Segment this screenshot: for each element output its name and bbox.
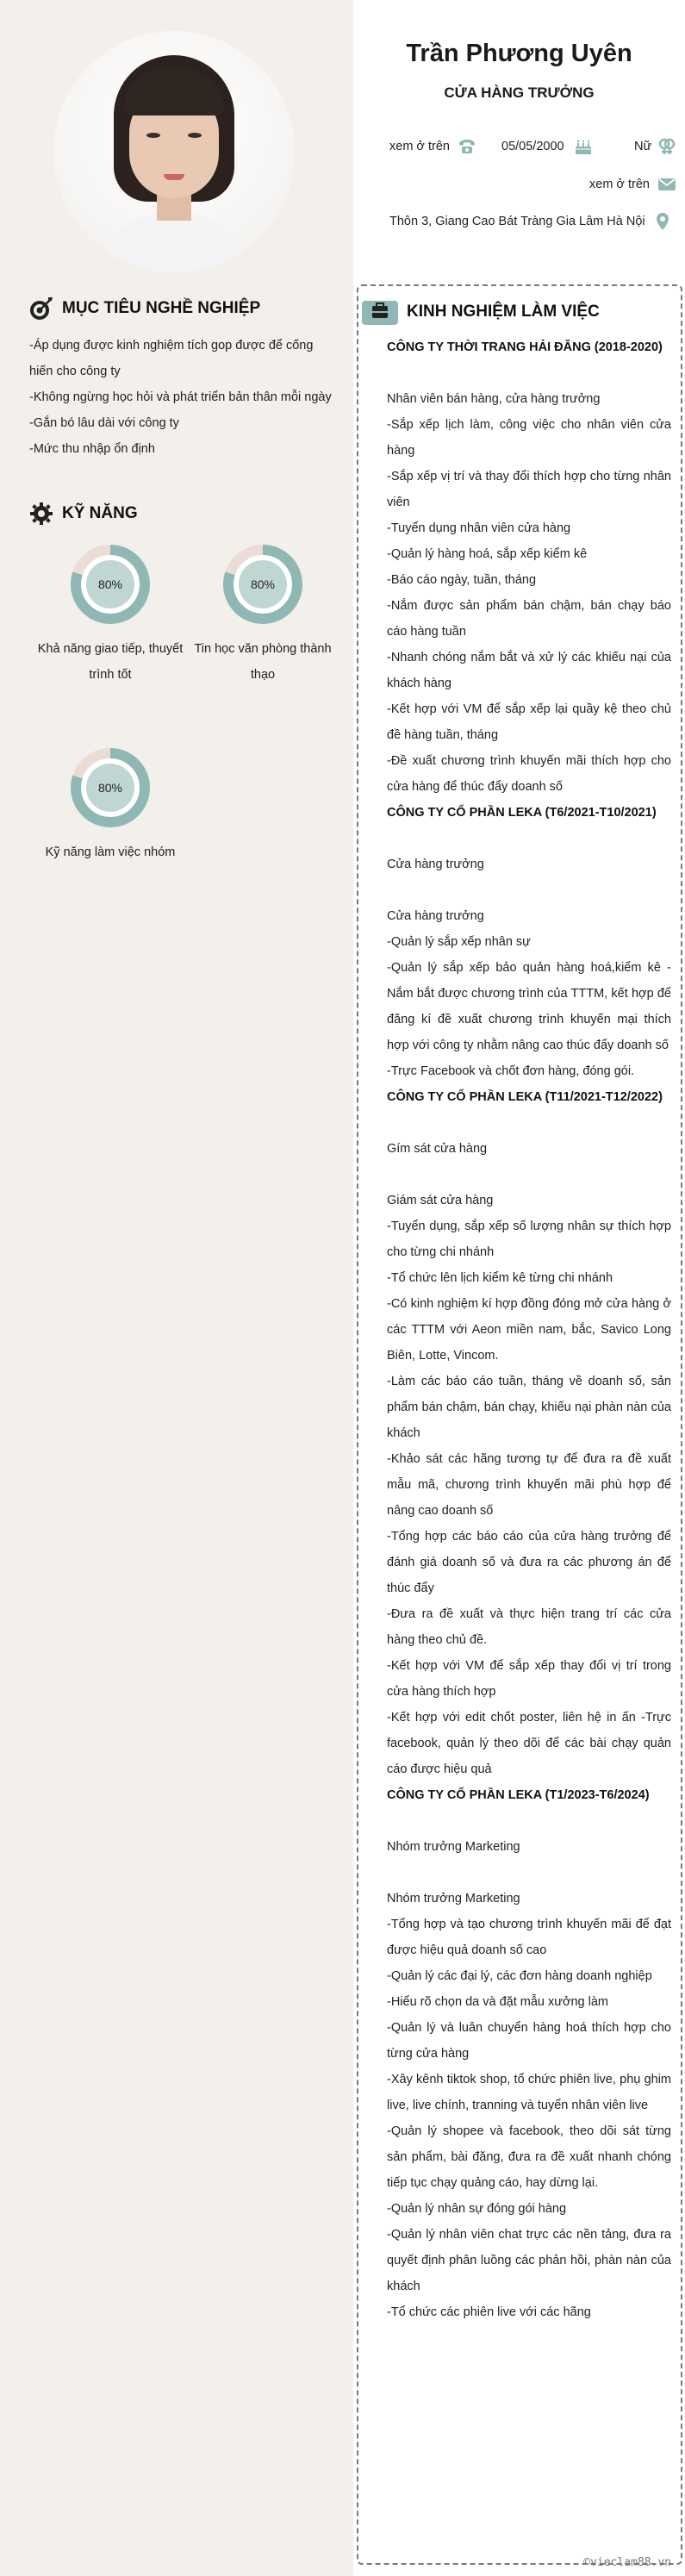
avatar — [53, 31, 295, 272]
list-item: -Kết hợp với edit chốt poster, liên hệ in ấn -Trực facebook, quản lý theo dõi để các bài chạy quản cáo được hiệu quả — [387, 1711, 671, 1776]
list-item: -Trực Facebook và chốt đơn hàng, đóng gói. — [387, 1064, 635, 1078]
list-item: -Sắp xếp lịch làm, công việc cho nhân viên cửa hàng — [387, 418, 671, 458]
list-item: -Đề xuất chương trình khuyến mãi thích hợp cho cửa hàng để thúc đẩy doanh số — [387, 754, 671, 794]
list-item: -Sắp xếp vị trí và thay đổi thích hợp cho từng nhân viên — [387, 470, 671, 509]
objective-section-title — [28, 295, 260, 322]
envelope-icon — [657, 174, 677, 195]
list-item: -Làm các báo cáo tuần, tháng về doanh số, sản phẩm bán chậm, bán chạy, khiếu nại phàn nàn của khách — [387, 1375, 671, 1440]
gear-brain-icon — [28, 500, 55, 527]
list-item: -Quản lý shopee và facebook, theo dõi sát từng sản phẩm, bài đăng, đưa ra đề xuất nhanh chóng tiếp tục chạy quảng cáo, hay dừng lại. — [387, 2124, 671, 2190]
list-item: Nhóm trưởng Marketing — [387, 1892, 520, 1905]
list-item: -Quản lý các đại lý, các đơn hàng doanh nghiệp — [387, 1969, 652, 1983]
list-item: -Không ngừng học hỏi và phát triển bản thân mỗi ngày — [29, 390, 332, 404]
objective-title-label: MỤC TIÊU NGHỀ NGHIỆP — [62, 299, 261, 317]
skill-donut — [65, 540, 155, 629]
phone-row — [389, 136, 477, 157]
list-item: -Quản lý nhân sự đóng gói hàng — [387, 2202, 567, 2216]
skill-label: Khả năng giao tiếp, thuyết trình tốt — [37, 642, 184, 682]
skills-section-title — [28, 500, 138, 527]
list-item: -Áp dụng được kinh nghiệm tích gop được để cống hiến cho công ty — [29, 339, 314, 378]
watermark: ©vieclam88.vn — [583, 2556, 671, 2569]
skill-item-office — [190, 540, 336, 688]
list-item: -Mức thu nhập ổn định — [29, 442, 155, 456]
email-value: xem ở trên — [589, 178, 650, 191]
list-item: -Nhanh chóng nắm bắt và xử lý các khiếu nại của khách hàng — [387, 651, 671, 690]
list-item: -Tổ chức lên lịch kiểm kê từng chi nhánh — [387, 1271, 613, 1285]
list-item: -Tổng hợp và tạo chương trình khuyến mãi để đạt được hiệu quả doanh số cao — [387, 1918, 671, 1957]
list-item: -Quản lý nhân viên chat trực các nền tảng, đưa ra quyết định phân luồng các phản hồi, phàn nàn của khách — [387, 2228, 671, 2293]
list-item: -Hiểu rõ chọn da và đặt mẫu xưởng làm — [387, 1995, 608, 2009]
company-name: CÔNG TY THỜI TRANG HẢI ĐĂNG (2018-2020) — [387, 340, 663, 354]
skill-donut — [65, 743, 155, 833]
candidate-name: Trần Phương Uyên — [406, 40, 632, 67]
experience-title-label: KINH NGHIỆM LÀM VIỆC — [407, 303, 600, 321]
list-item: -Gắn bó lâu dài với công ty — [29, 416, 179, 430]
list-item: -Quản lý và luân chuyển hàng hoá thích hợp cho từng cửa hàng — [387, 2021, 671, 2061]
company-name: CÔNG TY CỔ PHẦN LEKA (T1/2023-T6/2024) — [387, 1788, 650, 1802]
list-item: -Quản lý sắp xếp bảo quản hàng hoá,kiểm kê -Nắm bắt được chương trình của TTTM, kết hợp để đăng kí đề xuất chương trình khuyến mại thích hợp với công ty nhằm nâng cao thúc đẩy doanh số — [387, 961, 671, 1052]
target-icon — [28, 295, 55, 322]
list-item: Nhân viên bán hàng, cửa hàng trưởng — [387, 392, 601, 406]
address-row — [389, 211, 673, 232]
gender-icon — [657, 136, 677, 157]
skill-donut — [218, 540, 308, 629]
skill-label: Kỹ năng làm việc nhóm — [45, 845, 176, 859]
list-item: -Tuyển dụng nhân viên cửa hàng — [387, 521, 571, 535]
list-item: -Kết hợp với VM để sắp xếp lại quầy kệ theo chủ đề hàng tuần, tháng — [387, 702, 671, 742]
job-role: Nhóm trưởng Marketing — [387, 1840, 520, 1854]
list-item: -Tuyển dụng, sắp xếp số lượng nhân sự thích hợp cho từng chi nhánh — [387, 1219, 671, 1259]
list-item: Cửa hàng trưởng — [387, 909, 484, 923]
company-name: CÔNG TY CỔ PHẦN LEKA (T11/2021-T12/2022) — [387, 1090, 663, 1104]
experience-section-title — [362, 297, 600, 327]
objective-list — [29, 333, 339, 462]
candidate-position: CỬA HÀNG TRƯỞNG — [444, 84, 595, 101]
gender-row — [634, 136, 677, 157]
briefcase-icon — [362, 297, 400, 327]
phone-icon — [457, 136, 477, 157]
job-role: Cửa hàng trưởng — [387, 858, 484, 871]
list-item: -Tổ chức các phiên live với các hãng — [387, 2305, 591, 2319]
address-value: Thôn 3, Giang Cao Bát Tràng Gia Lâm Hà Nội — [389, 215, 645, 228]
skills-title-label: KỸ NĂNG — [62, 504, 138, 522]
list-item: Giám sát cửa hàng — [387, 1194, 494, 1207]
list-item: -Xây kênh tiktok shop, tổ chức phiên live, phụ ghim live, live chính, tranning và tuyển nhân viên live — [387, 2073, 671, 2112]
experience-list — [387, 334, 671, 2325]
skill-label: Tin học văn phòng thành thạo — [194, 642, 332, 682]
list-item: -Có kinh nghiệm kí hợp đồng đóng mở cửa hàng ở các TTTM với Aeon miền nam, bắc, Savico Long Biên, Lotte, Vincom. — [387, 1297, 671, 1363]
skill-item-teamwork — [24, 743, 196, 865]
list-item: -Kết hợp với VM để sắp xếp thay đổi vị trí trong cửa hàng thích hợp — [387, 1659, 671, 1699]
birthday-row — [501, 136, 594, 157]
job-role: Gím sát cửa hàng — [387, 1142, 488, 1156]
list-item: -Quản lý sắp xếp nhân sự — [387, 935, 531, 949]
list-item: -Đưa ra đề xuất và thực hiện trang trí các cửa hàng theo chủ đề. — [387, 1607, 671, 1647]
list-item: -Báo cáo ngày, tuần, tháng — [387, 573, 537, 587]
skill-item-communication — [24, 540, 196, 688]
location-pin-icon — [652, 211, 673, 232]
cake-icon — [573, 136, 594, 157]
gender-value: Nữ — [634, 140, 652, 153]
phone-value: xem ở trên — [389, 140, 450, 153]
list-item: -Nắm được sản phẩm bán chậm, bán chạy báo cáo hàng tuần — [387, 599, 671, 639]
company-name: CÔNG TY CỔ PHẦN LEKA (T6/2021-T10/2021) — [387, 806, 657, 820]
list-item: -Quản lý hàng hoá, sắp xếp kiểm kê — [387, 547, 588, 561]
email-row — [589, 174, 677, 195]
skill-percent: 80% — [97, 577, 123, 591]
skill-percent: 80% — [97, 781, 123, 795]
skill-percent: 80% — [250, 577, 276, 591]
list-item: -Tổng hợp các báo cáo của cửa hàng trưởng để đánh giá doanh số và đưa ra các phương án để thúc đẩy — [387, 1530, 671, 1595]
birthday-value: 05/05/2000 — [501, 140, 564, 153]
list-item: -Khảo sát các hãng tương tự để đưa ra đề xuất mẫu mã, chương trình khuyến mãi phù hợp để nâng cao doanh số — [387, 1452, 671, 1518]
